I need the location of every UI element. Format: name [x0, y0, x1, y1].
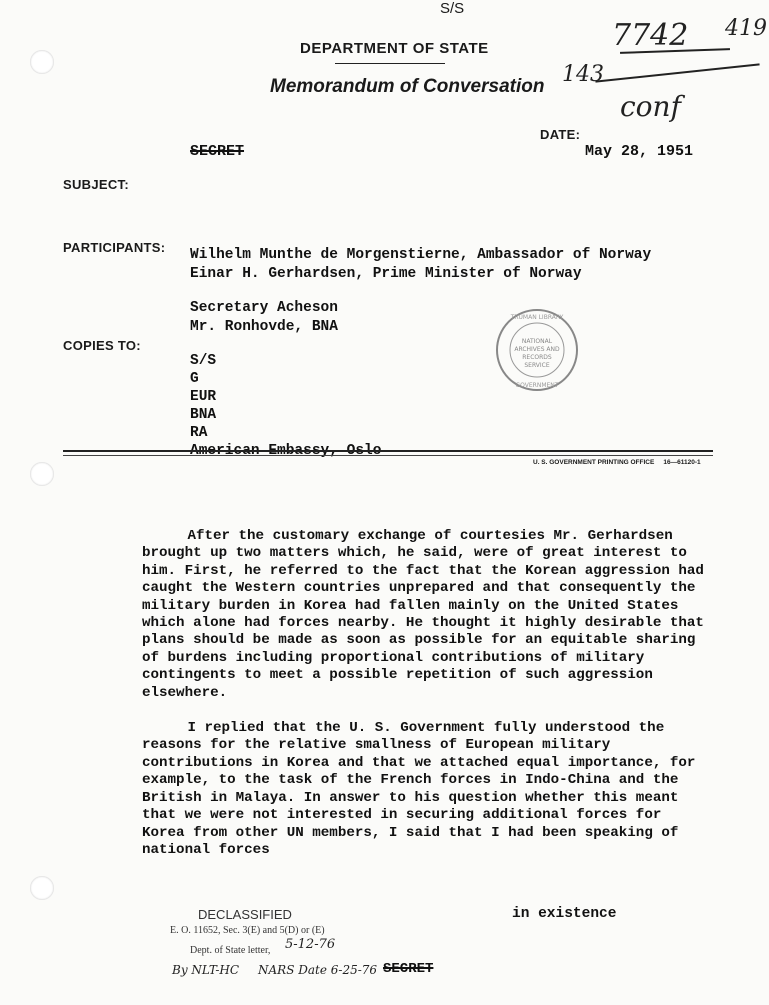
subject-label: SUBJECT: [63, 177, 129, 192]
svg-text:GOVERNMENT: GOVERNMENT [515, 382, 559, 389]
copy-recipient: BNA [190, 407, 217, 423]
declassified-by: By NLT-HC [172, 963, 240, 977]
svg-text:TRUMAN LIBRARY: TRUMAN LIBRARY [510, 314, 564, 321]
participant-line: Mr. Ronhovde, BNA [190, 319, 338, 335]
handwritten-419: 419 [725, 16, 767, 41]
punch-hole [30, 876, 54, 900]
header-rule-top [63, 450, 713, 452]
date-value: May 28, 1951 [585, 143, 694, 160]
copy-recipient: EUR [190, 389, 217, 405]
heading-rule [335, 63, 445, 64]
handwritten-line [595, 63, 759, 82]
copies-to-label: COPIES TO: [63, 338, 141, 353]
copy-recipient: S/S [190, 353, 217, 369]
copy-recipient: RA [190, 425, 208, 441]
declassified-stamp: DECLASSIFIED [198, 907, 292, 922]
punch-hole [30, 462, 54, 486]
memo-body [142, 528, 712, 877]
header-rule-bottom [63, 455, 713, 456]
classification-marking-bottom: SECRET [383, 961, 434, 977]
svg-text:ARCHIVES AND: ARCHIVES AND [514, 346, 560, 353]
participant-line: Secretary Acheson [190, 300, 338, 316]
participants-list [190, 246, 651, 337]
svg-text:RECORDS: RECORDS [522, 354, 552, 361]
body-paragraph: After the customary exchange of courtesies Mr. Gerhardsen brought up two matters which, he said, were of great interest to him. First, he referred to the fact that the Korean aggression had caught the Western countries unprepared and that consequently the military burden in Korea had fallen mainly on the United States which alone had forces nearby. He thought it highly desirable that plans should be made as soon as possible for an equitable sharing of burdens including proportional contributions of military contingents to meet a possible repetition of such aggression elsewhere. [142, 528, 704, 701]
copy-recipient: American Embassy, Oslo [190, 443, 382, 459]
participant-line: Einar H. Gerhardsen, Prime Minister of Norway [190, 266, 582, 282]
handwritten-number: 7742 [612, 18, 689, 53]
printing-office-note: U. S. GOVERNMENT PRINTING OFFICE 16—61120-1 [533, 459, 701, 466]
department-heading: DEPARTMENT OF STATE [300, 40, 489, 57]
page-continuation: in existence [512, 906, 617, 922]
handwritten-conf: conf [620, 90, 681, 123]
top-mark: S/S [440, 0, 465, 17]
dept-letter-label: Dept. of State letter, [190, 945, 271, 956]
classification-marking-top: SECRET [190, 143, 245, 160]
punch-hole [30, 50, 54, 74]
nars-date: NARS Date 6-25-76 [258, 963, 378, 977]
dept-letter-date: 5-12-76 [285, 937, 336, 952]
participant-line: Wilhelm Munthe de Morgenstierne, Ambassador of Norway [190, 247, 652, 263]
date-label: DATE: [540, 127, 581, 142]
document-type-title: Memorandum of Conversation [270, 76, 545, 97]
copy-recipient: G [190, 371, 199, 387]
svg-text:NATIONAL: NATIONAL [521, 338, 553, 345]
body-paragraph: I replied that the U. S. Government fully understood the reasons for the relative smallness of European military contributions in Korea and that we attached equal importance, for example, to the task of the French forces in Indo-China and the British in Malaya. In answer to his question whether this meant that we were not interested in securing additional forces for Korea from other UN members, I said that I had been speaking of national forces [142, 720, 696, 858]
participants-label: PARTICIPANTS: [63, 240, 166, 255]
eo-reference: E. O. 11652, Sec. 3(E) and 5(D) or (E) [170, 925, 325, 936]
copies-list [190, 352, 381, 460]
svg-text:SERVICE: SERVICE [524, 362, 550, 369]
archives-stamp [494, 307, 580, 393]
handwritten-143: 143 [562, 62, 604, 87]
